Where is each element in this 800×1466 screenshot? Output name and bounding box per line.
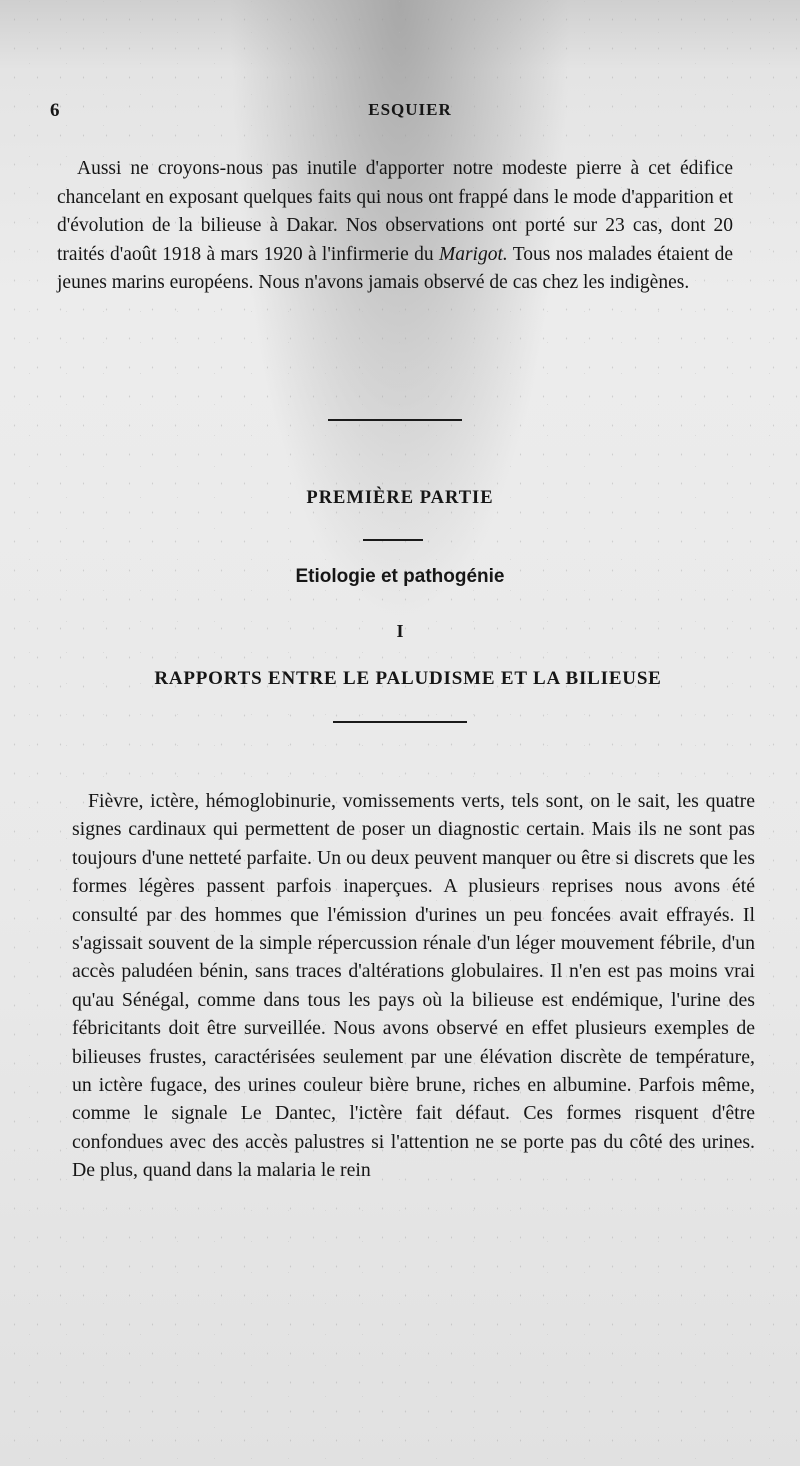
- body-paragraph: [72, 787, 755, 1185]
- intro-italic-place: Marigot.: [438, 243, 508, 265]
- intro-paragraph: [57, 155, 733, 298]
- divider-rule: [328, 419, 462, 421]
- short-divider-rule: [363, 539, 423, 541]
- body-paragraph-text: Fièvre, ictère, hémoglobinurie, vomissements verts, tels sont, on le sait, les quatre signes cardinaux qui permettent de poser un diagnostic certain. Mais ils ne sont pas toujours d'une netteté parfaite. Un ou deux peuvent manquer ou être si discrets que les formes légères passent parfois inaperçues. A plusieurs reprises nous avons été consulté par des hommes que l'émission d'urines un peu foncées avait effrayés. Il s'agissait souvent de la simple répercussion rénale d'un léger mouvement fébrile, d'un accès paludéen bénin, sans traces d'altérations globulaires. Il n'en est pas moins vrai qu'au Sénégal, comme dans tous les pays où la bilieuse est endémique, l'urine des fébricitants doit être surveillée. Nous avons observé en effet plusieurs exemples de bilieuses frustes, caractérisées seulement par une élévation discrète de température, un ictère fugace, des urines couleur bière brune, riches en albumine. Parfois même, comme le signale Le Dantec, l'ictère fait défaut. Ces formes risquent d'être confondues avec des accès palustres si l'attention ne se porte pas du côté des urines. De plus, quand dans la malaria le rein: [72, 790, 755, 1182]
- intro-text-start: Aussi ne croyons-nous pas inutile d'apporter notre modeste pierre à cet édifice chancelant en exposant quelques faits qui nous ont frappé dans le mode d'apparition et d'évolution de la bilieuse à Dakar. Nos observations ont porté sur 23 cas, dont 20 traités d'août 1918 à mars 1920 à l'infirmerie du: [57, 158, 733, 265]
- part-subtitle: Etiologie et pathogénie: [295, 566, 505, 587]
- chapter-title: RAPPORTS ENTRE LE PALUDISME ET LA BILIEUSE: [154, 668, 662, 689]
- running-title: ESQUIER: [368, 100, 452, 119]
- part-title: PREMIÈRE PARTIE: [306, 488, 494, 508]
- intro-text-end: Tous nos malades étaient de jeunes marins européens. Nous n'avons jamais observé de cas chez les indigènes.: [57, 243, 733, 294]
- running-head: [0, 100, 800, 130]
- chapter-number: I: [396, 621, 404, 641]
- page-number: 6: [50, 100, 60, 121]
- chapter-divider-rule: [333, 721, 467, 723]
